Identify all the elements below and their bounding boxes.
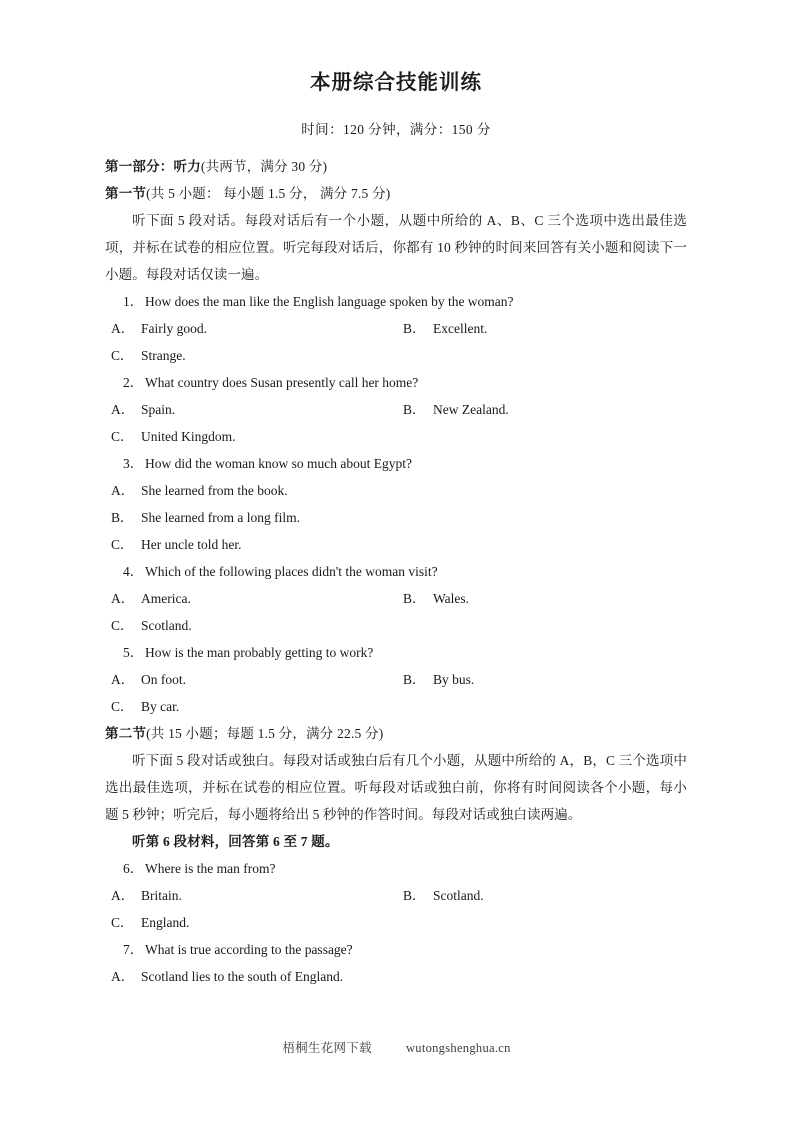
- question-6-options-row-1: [105, 882, 687, 909]
- option-2-a[interactable]: [111, 396, 175, 423]
- option-4-c-text: Scotland.: [141, 617, 192, 633]
- footer-site-name: 梧桐生花网下载: [282, 1041, 372, 1055]
- question-5-number: 5．: [123, 644, 144, 660]
- option-1-b-letter: B．: [403, 320, 426, 336]
- question-1-options-row-2: [105, 342, 687, 369]
- option-1-c[interactable]: [111, 342, 186, 369]
- question-6: [105, 855, 687, 882]
- section-one-heading-bold: 第一节: [105, 185, 147, 201]
- question-5-options-row-1: [105, 666, 687, 693]
- option-4-b-text: Wales.: [433, 590, 470, 606]
- question-3: [105, 450, 687, 477]
- option-1-a-text: Fairly good.: [141, 320, 207, 336]
- question-3-options-row-2: [105, 504, 687, 531]
- question-2-text: What country does Susan presently call her home?: [145, 374, 419, 390]
- question-4-number: 4．: [123, 563, 144, 579]
- document-body: [105, 70, 687, 990]
- option-4-c-letter: C．: [111, 617, 134, 633]
- question-2: [105, 369, 687, 396]
- question-5: [105, 639, 687, 666]
- option-6-b-text: Scotland.: [433, 887, 484, 903]
- exam-meta-line: [105, 118, 687, 138]
- question-3-number: 3．: [123, 455, 144, 471]
- question-4-options-row-1: [105, 585, 687, 612]
- option-5-c[interactable]: [111, 693, 179, 720]
- question-2-number: 2．: [123, 374, 144, 390]
- option-6-b[interactable]: [403, 882, 484, 909]
- option-4-b[interactable]: [403, 585, 469, 612]
- option-5-c-letter: C．: [111, 698, 134, 714]
- option-5-a-letter: A．: [111, 671, 135, 687]
- page-title: 本册综合技能训练: [310, 72, 482, 94]
- option-1-a-letter: A．: [111, 320, 135, 336]
- question-6-options-row-2: [105, 909, 687, 936]
- option-3-a-letter: A．: [111, 482, 135, 498]
- option-7-a-text: Scotland lies to the south of England.: [141, 968, 344, 984]
- option-3-a[interactable]: [111, 477, 288, 504]
- question-4-text: Which of the following places didn't the woman visit?: [145, 563, 438, 579]
- question-1-text: How does the man like the English language spoken by the woman?: [145, 293, 514, 309]
- question-1-options-row-1: [105, 315, 687, 342]
- option-1-b[interactable]: [403, 315, 487, 342]
- option-6-c-letter: C．: [111, 914, 134, 930]
- option-4-c[interactable]: [111, 612, 192, 639]
- footer-site-url: wutongshenghua.cn: [405, 1041, 511, 1055]
- question-4-options-row-2: [105, 612, 687, 639]
- option-3-b[interactable]: [111, 504, 300, 531]
- section-one-heading-rest: (共 5 小题： 每小题 1.5 分， 满分 7.5 分): [146, 185, 391, 201]
- option-6-c-text: England.: [141, 914, 190, 930]
- option-4-b-letter: B．: [403, 590, 426, 606]
- option-5-b-text: By bus.: [433, 671, 475, 687]
- option-2-c-text: United Kingdom.: [141, 428, 236, 444]
- section-two-heading-rest: (共 15 小题；每题 1.5 分，满分 22.5 分): [146, 725, 384, 741]
- option-5-a-text: On foot.: [141, 671, 186, 687]
- question-3-options-row-3: [105, 531, 687, 558]
- option-4-a-text: America.: [141, 590, 191, 606]
- section-one-heading: [105, 180, 687, 207]
- option-3-b-text: She learned from a long film.: [141, 509, 300, 525]
- option-2-b-letter: B．: [403, 401, 426, 417]
- option-1-c-text: Strange.: [141, 347, 186, 363]
- section-two-heading-bold: 第二节: [105, 725, 147, 741]
- option-4-a-letter: A．: [111, 590, 135, 606]
- exam-meta-text: 时间：120 分钟，满分：150 分: [301, 121, 491, 137]
- option-6-b-letter: B．: [403, 887, 426, 903]
- section-two-instructions: 听下面 5 段对话或独白。每段对话或独白后有几个小题，从题中所给的 A，B，C 三个选项中选出最佳选项，并标在试卷的相应位置。听每段对话或独白前，你将有时间阅读各个小题，每小题 5 秒钟；听完后，每小题将给出 5 秒钟的作答时间。每段对话或独白读两遍。: [105, 752, 687, 822]
- page-footer: [0, 1038, 793, 1056]
- question-6-text: Where is the man from?: [145, 860, 276, 876]
- option-5-b-letter: B．: [403, 671, 426, 687]
- part-one-heading-rest: (共两节，满分 30 分): [200, 158, 328, 174]
- question-1-number: 1．: [123, 293, 144, 309]
- question-7-text: What is true according to the passage?: [145, 941, 353, 957]
- question-2-options-row-1: [105, 396, 687, 423]
- option-3-c[interactable]: [111, 531, 241, 558]
- question-5-text: How is the man probably getting to work?: [145, 644, 374, 660]
- option-1-a[interactable]: [111, 315, 207, 342]
- part-one-heading: [105, 153, 687, 180]
- option-6-a-letter: A．: [111, 887, 135, 903]
- option-6-a-text: Britain.: [141, 887, 182, 903]
- option-3-c-letter: C．: [111, 536, 134, 552]
- option-2-c-letter: C．: [111, 428, 134, 444]
- option-6-c[interactable]: [111, 909, 189, 936]
- question-2-options-row-2: [105, 423, 687, 450]
- option-7-a[interactable]: [111, 963, 343, 990]
- question-5-options-row-2: [105, 693, 687, 720]
- section-one-instructions: 听下面 5 段对话。每段对话后有一个小题，从题中所给的 A、B、C 三个选项中选出最佳选项，并标在试卷的相应位置。听完每段对话后，你都有 10 秒钟的时间来回答有关小题和阅读下一小题。每段对话仅读一遍。: [105, 212, 687, 282]
- option-2-b[interactable]: [403, 396, 509, 423]
- option-2-b-text: New Zealand.: [433, 401, 509, 417]
- part-one-heading-bold: 第一部分：听力: [105, 158, 201, 174]
- option-5-a[interactable]: [111, 666, 186, 693]
- question-3-options-row-1: [105, 477, 687, 504]
- option-5-c-text: By car.: [141, 698, 180, 714]
- question-7: [105, 936, 687, 963]
- option-5-b[interactable]: [403, 666, 474, 693]
- option-1-b-text: Excellent.: [433, 320, 488, 336]
- option-1-c-letter: C．: [111, 347, 134, 363]
- option-7-a-letter: A．: [111, 968, 135, 984]
- option-2-a-text: Spain.: [141, 401, 176, 417]
- option-3-b-letter: B．: [111, 509, 134, 525]
- question-7-number: 7．: [123, 941, 144, 957]
- section-two-material-cue: 听第 6 段材料，回答第 6 至 7 题。: [132, 833, 339, 849]
- question-3-text: How did the woman know so much about Egypt?: [145, 455, 412, 471]
- question-1: [105, 288, 687, 315]
- section-two-heading: [105, 720, 687, 747]
- option-4-a[interactable]: [111, 585, 191, 612]
- question-7-options-row-1: [105, 963, 687, 990]
- option-3-c-text: Her uncle told her.: [141, 536, 242, 552]
- question-4: [105, 558, 687, 585]
- option-2-c[interactable]: [111, 423, 236, 450]
- option-6-a[interactable]: [111, 882, 182, 909]
- option-2-a-letter: A．: [111, 401, 135, 417]
- option-3-a-text: She learned from the book.: [141, 482, 288, 498]
- question-6-number: 6．: [123, 860, 144, 876]
